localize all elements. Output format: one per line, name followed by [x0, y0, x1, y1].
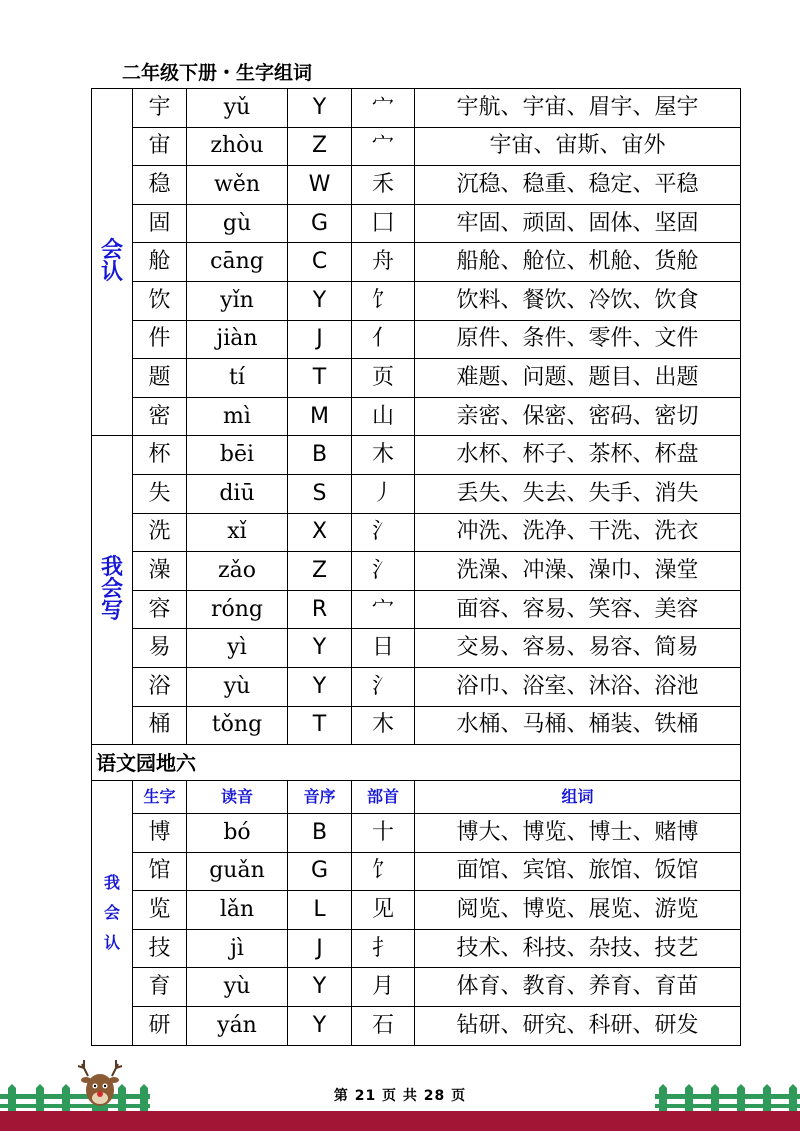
- section-label-char: 认: [100, 260, 123, 286]
- radical-cell: 见: [352, 891, 415, 930]
- section-label-char: 写: [100, 599, 123, 625]
- letter-order-cell: J: [288, 929, 352, 968]
- radical-cell: 宀: [352, 89, 415, 128]
- letter-order-cell: L: [288, 891, 352, 930]
- section-huiren: [92, 89, 741, 436]
- radical-cell: 氵: [352, 667, 415, 706]
- letter-order-cell: M: [288, 397, 352, 436]
- letter-order-cell: S: [288, 474, 352, 513]
- character-cell: 洗: [133, 513, 187, 552]
- table-row: [92, 281, 741, 320]
- character-cell: 宙: [133, 127, 187, 166]
- pinyin-cell: bó: [187, 814, 288, 853]
- radical-cell: 丿: [352, 474, 415, 513]
- character-cell: 博: [133, 814, 187, 853]
- word-list-cell: 难题、问题、题目、出题: [415, 359, 741, 398]
- letter-order-cell: B: [288, 814, 352, 853]
- table-row: [92, 552, 741, 591]
- table-row: [92, 127, 741, 166]
- table-row: [92, 1007, 741, 1046]
- character-cell: 题: [133, 359, 187, 398]
- letter-order-cell: J: [288, 320, 352, 359]
- word-list-cell: 沉稳、稳重、稳定、平稳: [415, 166, 741, 205]
- radical-cell: 月: [352, 968, 415, 1007]
- letter-order-cell: Y: [288, 1007, 352, 1046]
- table-row: [92, 929, 741, 968]
- table-row: [92, 968, 741, 1007]
- character-cell: 易: [133, 629, 187, 668]
- letter-order-cell: G: [288, 852, 352, 891]
- table-row: [92, 891, 741, 930]
- column-header-pinyin: 读音: [187, 781, 288, 814]
- pinyin-cell: tǒng: [187, 706, 288, 745]
- vocabulary-table: [91, 88, 741, 1046]
- radical-cell: 扌: [352, 929, 415, 968]
- table-row: [92, 359, 741, 398]
- word-list-cell: 牢固、顽固、固体、坚固: [415, 204, 741, 243]
- letter-order-cell: Y: [288, 281, 352, 320]
- pinyin-cell: tí: [187, 359, 288, 398]
- word-list-cell: 技术、科技、杂技、技艺: [415, 929, 741, 968]
- letter-order-cell: W: [288, 166, 352, 205]
- character-cell: 浴: [133, 667, 187, 706]
- table-row: [92, 320, 741, 359]
- radical-cell: 禾: [352, 166, 415, 205]
- section-yuwen-yuandi: [92, 745, 741, 1046]
- pinyin-cell: yán: [187, 1007, 288, 1046]
- section-label-char: 会: [100, 238, 123, 264]
- letter-order-cell: C: [288, 243, 352, 282]
- pinyin-cell: cāng: [187, 243, 288, 282]
- word-list-cell: 水杯、杯子、茶杯、杯盘: [415, 436, 741, 475]
- pinyin-cell: zǎo: [187, 552, 288, 591]
- letter-order-cell: T: [288, 359, 352, 398]
- pinyin-cell: yǔ: [187, 89, 288, 128]
- pinyin-cell: zhòu: [187, 127, 288, 166]
- radical-cell: 宀: [352, 127, 415, 166]
- letter-order-cell: R: [288, 590, 352, 629]
- page-title: 二年级下册・生字组词: [122, 62, 313, 84]
- pinyin-cell: yù: [187, 667, 288, 706]
- character-cell: 容: [133, 590, 187, 629]
- word-list-cell: 阅览、博览、展览、游览: [415, 891, 741, 930]
- character-cell: 失: [133, 474, 187, 513]
- table-row: [92, 436, 741, 475]
- word-list-cell: 丢失、失去、失手、消失: [415, 474, 741, 513]
- letter-order-cell: Y: [288, 89, 352, 128]
- word-list-cell: 洗澡、冲澡、澡巾、澡堂: [415, 552, 741, 591]
- pinyin-cell: jì: [187, 929, 288, 968]
- pinyin-cell: jiàn: [187, 320, 288, 359]
- table-row: [92, 706, 741, 745]
- column-header-radical: 部首: [352, 781, 415, 814]
- character-cell: 馆: [133, 852, 187, 891]
- word-list-cell: 原件、条件、零件、文件: [415, 320, 741, 359]
- table-row: [92, 590, 741, 629]
- letter-order-cell: Z: [288, 127, 352, 166]
- radical-cell: 页: [352, 359, 415, 398]
- character-cell: 览: [133, 891, 187, 930]
- letter-order-cell: B: [288, 436, 352, 475]
- section-woxiexie: [92, 436, 741, 745]
- radical-cell: 木: [352, 706, 415, 745]
- letter-order-cell: Z: [288, 552, 352, 591]
- table-row: [92, 814, 741, 853]
- pinyin-cell: bēi: [187, 436, 288, 475]
- pinyin-cell: xǐ: [187, 513, 288, 552]
- table-row: [92, 204, 741, 243]
- word-list-cell: 宇航、宇宙、眉宇、屋宇: [415, 89, 741, 128]
- character-cell: 件: [133, 320, 187, 359]
- section-label: [92, 781, 133, 1046]
- word-list-cell: 饮料、餐饮、冷饮、饮食: [415, 281, 741, 320]
- page-number: 第 21 页 共 28 页: [333, 1088, 467, 1104]
- section-label-char: 我: [103, 872, 120, 892]
- word-list-cell: 钻研、研究、科研、研发: [415, 1007, 741, 1046]
- radical-cell: 囗: [352, 204, 415, 243]
- letter-order-cell: X: [288, 513, 352, 552]
- word-list-cell: 交易、容易、易容、简易: [415, 629, 741, 668]
- radical-cell: 木: [352, 436, 415, 475]
- radical-cell: 石: [352, 1007, 415, 1046]
- letter-order-cell: T: [288, 706, 352, 745]
- table-row: [92, 166, 741, 205]
- character-cell: 澡: [133, 552, 187, 591]
- character-cell: 桶: [133, 706, 187, 745]
- pinyin-cell: yì: [187, 629, 288, 668]
- table-row: [92, 89, 741, 128]
- radical-cell: 宀: [352, 590, 415, 629]
- pinyin-cell: róng: [187, 590, 288, 629]
- radical-cell: 饣: [352, 852, 415, 891]
- radical-cell: 氵: [352, 552, 415, 591]
- section-heading-row: [92, 745, 741, 781]
- word-list-cell: 浴巾、浴室、沐浴、浴池: [415, 667, 741, 706]
- radical-cell: 日: [352, 629, 415, 668]
- letter-order-cell: Y: [288, 968, 352, 1007]
- table-row: [92, 397, 741, 436]
- section-label-char: 我: [100, 555, 123, 581]
- column-header-order: 音序: [288, 781, 352, 814]
- word-list-cell: 船舱、舱位、机舱、货舱: [415, 243, 741, 282]
- character-cell: 技: [133, 929, 187, 968]
- section-label-char: 会: [100, 577, 123, 603]
- letter-order-cell: G: [288, 204, 352, 243]
- radical-cell: 山: [352, 397, 415, 436]
- column-header-row: [92, 781, 741, 814]
- table-row: [92, 243, 741, 282]
- section-label-char: 认: [103, 932, 120, 952]
- section-label: [92, 436, 133, 745]
- letter-order-cell: Y: [288, 667, 352, 706]
- radical-cell: 十: [352, 814, 415, 853]
- word-list-cell: 面容、容易、笑容、美容: [415, 590, 741, 629]
- pinyin-cell: wěn: [187, 166, 288, 205]
- radical-cell: 氵: [352, 513, 415, 552]
- table-row: [92, 667, 741, 706]
- section-label-char: 会: [103, 902, 120, 922]
- pinyin-cell: yǐn: [187, 281, 288, 320]
- pinyin-cell: yù: [187, 968, 288, 1007]
- pinyin-cell: gù: [187, 204, 288, 243]
- character-cell: 密: [133, 397, 187, 436]
- table-row: [92, 852, 741, 891]
- pinyin-cell: diū: [187, 474, 288, 513]
- footer-band: [0, 1111, 800, 1131]
- character-cell: 舱: [133, 243, 187, 282]
- character-cell: 研: [133, 1007, 187, 1046]
- radical-cell: 亻: [352, 320, 415, 359]
- pinyin-cell: lǎn: [187, 891, 288, 930]
- pinyin-cell: guǎn: [187, 852, 288, 891]
- character-cell: 宇: [133, 89, 187, 128]
- section-label: [92, 89, 133, 436]
- word-list-cell: 面馆、宾馆、旅馆、饭馆: [415, 852, 741, 891]
- table-row: [92, 629, 741, 668]
- column-header-char: 生字: [133, 781, 187, 814]
- section-heading: 语文园地六: [92, 745, 741, 781]
- pinyin-cell: mì: [187, 397, 288, 436]
- character-cell: 育: [133, 968, 187, 1007]
- character-cell: 饮: [133, 281, 187, 320]
- letter-order-cell: Y: [288, 629, 352, 668]
- character-cell: 稳: [133, 166, 187, 205]
- character-cell: 固: [133, 204, 187, 243]
- table-row: [92, 474, 741, 513]
- character-cell: 杯: [133, 436, 187, 475]
- word-list-cell: 体育、教育、养育、育苗: [415, 968, 741, 1007]
- word-list-cell: 宇宙、宙斯、宙外: [415, 127, 741, 166]
- radical-cell: 饣: [352, 281, 415, 320]
- column-header-words: 组词: [415, 781, 741, 814]
- word-list-cell: 亲密、保密、密码、密切: [415, 397, 741, 436]
- radical-cell: 舟: [352, 243, 415, 282]
- word-list-cell: 冲洗、洗净、干洗、洗衣: [415, 513, 741, 552]
- word-list-cell: 博大、博览、博士、赌博: [415, 814, 741, 853]
- word-list-cell: 水桶、马桶、桶装、铁桶: [415, 706, 741, 745]
- table-row: [92, 513, 741, 552]
